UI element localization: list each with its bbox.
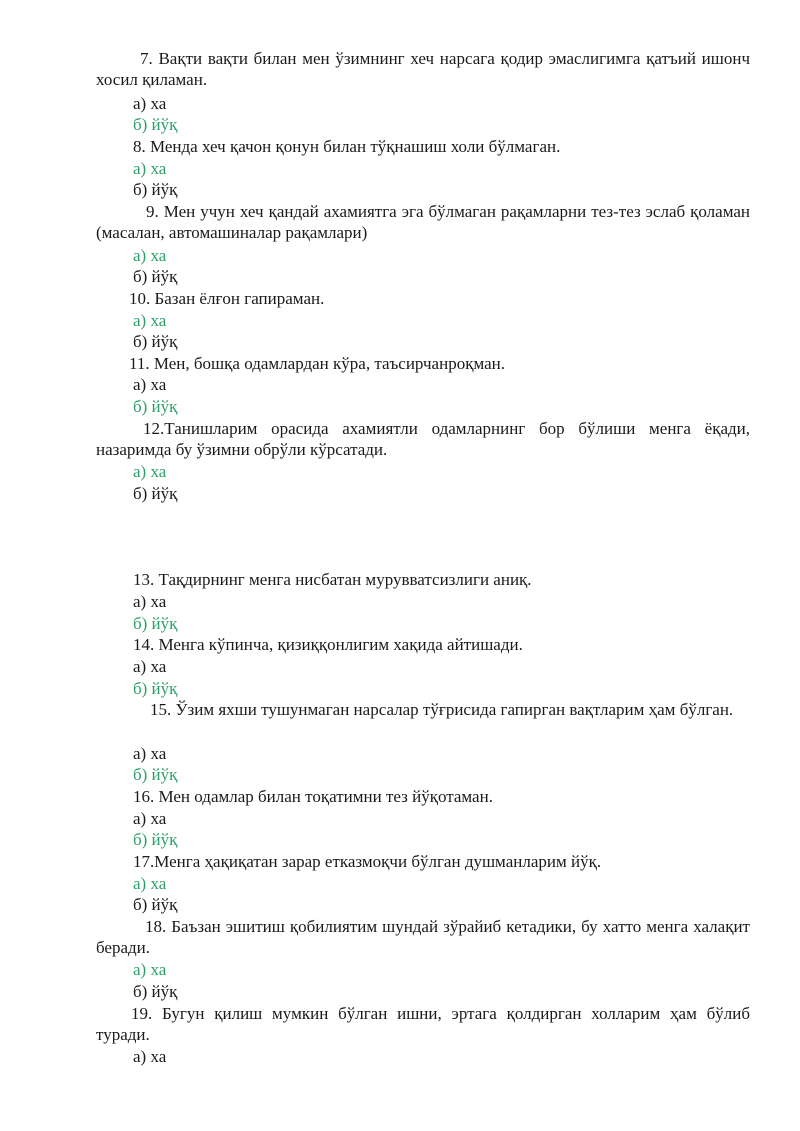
question-18 (96, 916, 750, 958)
option-b-selected: б) йўқ (133, 614, 178, 633)
question-19 (96, 1003, 750, 1045)
question-11: 11. Мен, бошқа одамлардан кўра, таъсирчанроқман. (129, 354, 505, 373)
question-16: 16. Мен одамлар билан тоқатимни тез йўқотаман. (133, 787, 493, 806)
question-13: 13. Тақдирнинг менга нисбатан мурувватсизлиги аниқ. (133, 570, 532, 589)
question-12 (96, 418, 750, 460)
question-text: 19. Бугун қилиш мумкин бўлган ишни, эртага қолдирган холларим ҳам бўлиб (131, 1004, 750, 1023)
question-text-cont: бўлган. (679, 700, 734, 719)
option-b: б) йўқ (133, 180, 178, 199)
question-8: 8. Менда хеч қачон қонун билан тўқнашиш холи бўлмаган. (133, 137, 561, 156)
option-b: б) йўқ (133, 484, 178, 503)
option-a-selected: а) ха (133, 246, 167, 265)
option-b: б) йўқ (133, 267, 178, 286)
option-b: б) йўқ (133, 982, 178, 1001)
option-a-selected: а) ха (133, 311, 167, 330)
option-a-selected: а) ха (133, 874, 167, 893)
question-9 (96, 201, 750, 243)
question-17: 17.Менга ҳақиқатан зарар етказмоқчи бўлган душманларим йўқ. (133, 852, 602, 871)
option-b: б) йўқ (133, 895, 178, 914)
option-a: а) ха (133, 657, 167, 676)
question-text: 7. Вақти вақти билан мен ўзимнинг хеч нарсага қодир эмаслигимга қатъий (140, 49, 696, 68)
question-15 (96, 699, 750, 720)
question-text-cont: туради. (96, 1025, 150, 1044)
option-a: а) ха (133, 592, 167, 611)
question-14: 14. Менга кўпинча, қизиққонлигим хақида айтишади. (133, 635, 523, 654)
option-a: а) ха (133, 1047, 167, 1066)
option-b-selected: б) йўқ (133, 115, 178, 134)
question-text: 9. Мен учун хеч қандай ахамиятга эга бўлмаган рақамларни тез-тез эслаб (146, 202, 686, 221)
option-a: а) ха (133, 809, 167, 828)
question-text-cont: ишонч хосил қиламан. (96, 49, 750, 89)
option-a: а) ха (133, 375, 167, 394)
option-b: б) йўқ (133, 332, 178, 351)
question-text-cont: халақит беради. (96, 917, 750, 957)
option-a: а) ха (133, 744, 167, 763)
option-b-selected: б) йўқ (133, 830, 178, 849)
question-text: 18. Баъзан эшитиш қобилиятим шундай зўрайиб кетадики, бу хатто менга (145, 917, 689, 936)
option-b-selected: б) йўқ (133, 397, 178, 416)
option-b-selected: б) йўқ (133, 765, 178, 784)
option-b-selected: б) йўқ (133, 679, 178, 698)
option-a-selected: а) ха (133, 960, 167, 979)
question-text-cont: назаримда бу ўзимни обрўли кўрсатади. (96, 440, 388, 459)
option-a-selected: а) ха (133, 462, 167, 481)
question-7 (96, 48, 750, 90)
question-text: 12.Танишларим орасида ахамиятли одамларнинг бор бўлиши менга ёқади, (143, 419, 750, 438)
question-10: 10. Базан ёлғон гапираман. (129, 289, 325, 308)
option-a: а) ха (133, 94, 167, 113)
question-text-cont: қоламан (масалан, автомашиналар рақамлари) (96, 202, 750, 242)
question-text: 15. Ўзим яхши тушунмаган нарсалар тўғрисида гапирган вақтларим ҳам (150, 700, 676, 719)
option-a-selected: а) ха (133, 159, 167, 178)
